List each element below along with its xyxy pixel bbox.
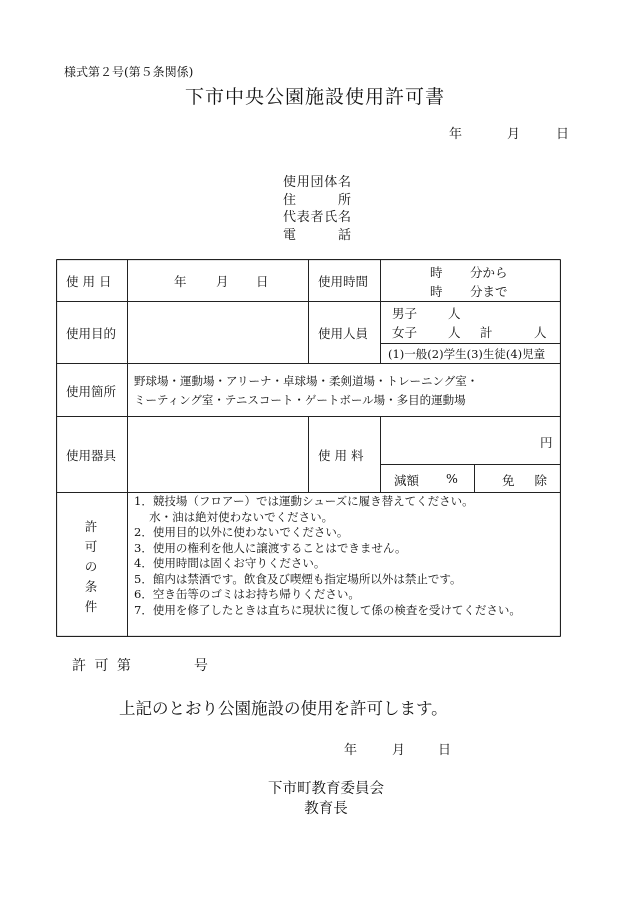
permit-date-month: 月 <box>392 743 406 758</box>
permission-statement: 上記のとおり公園施設の使用を許可します。 <box>119 699 448 718</box>
condition-item: 7．使用を修了したときは直ちに現状に復して係の検査を受けてください。 <box>134 603 521 617</box>
permit-date-year: 年 <box>344 743 358 758</box>
use-date-label: 使 用 日 <box>66 274 112 289</box>
user-categories: (1)一般(2)学生(3)生徒(4)児童 <box>388 347 546 361</box>
time-until: 分まで <box>470 284 508 299</box>
purpose-label: 使用目的 <box>66 326 117 341</box>
conditions-label-char: の <box>84 559 98 574</box>
permit-number-prefix: 許 可 第 <box>72 658 133 674</box>
condition-item: 5．館内は禁酒です。飲食及び喫煙も指定場所以外は禁止です。 <box>134 572 462 586</box>
equipment-label: 使用器具 <box>66 448 117 463</box>
condition-item: 1．競技場（フロアー）では運動シューズに履き替えてください。 <box>134 494 474 508</box>
total-label: 計 <box>480 325 493 340</box>
condition-item: 水・油は絶対使わないでください。 <box>134 510 334 524</box>
percent-unit: % <box>446 471 458 486</box>
permit-number <box>72 655 210 675</box>
female-label: 女子 <box>392 325 418 340</box>
conditions-label-char: 許 <box>84 519 98 534</box>
conditions-label-char: 可 <box>84 539 98 554</box>
use-date-year: 年 <box>174 274 187 289</box>
reduction-label: 減額 <box>394 473 420 488</box>
issue-date-month: 月 <box>507 127 521 142</box>
locations-line-1: 野球場・運動場・アリーナ・卓球場・柔剣道場・トレーニング室・ <box>134 374 479 388</box>
applicant-block <box>283 174 351 244</box>
use-time-label: 使用時間 <box>318 274 369 289</box>
org-name-label: 使用団体名 <box>283 175 351 190</box>
issue-date-year: 年 <box>449 127 463 142</box>
fee-label: 使 用 料 <box>318 448 364 463</box>
locations-line-2: ミーティング室・テニスコート・ゲートボール場・多目的運動場 <box>134 393 466 407</box>
total-unit: 人 <box>534 325 547 340</box>
condition-item: 2．使用目的以外に使わないでください。 <box>134 525 349 539</box>
form-number: 様式第２号(第５条関係) <box>64 65 194 79</box>
use-date-month: 月 <box>216 274 229 289</box>
document-title: 下市中央公園施設使用許可書 <box>184 86 445 108</box>
issue-date-day: 日 <box>556 127 570 142</box>
users-label: 使用人員 <box>318 326 369 341</box>
yen-unit: 円 <box>540 435 553 450</box>
end-hour: 時 <box>430 284 443 299</box>
male-unit: 人 <box>448 306 461 321</box>
phone-label: 電話 <box>283 227 351 243</box>
address-label: 住所 <box>283 192 351 208</box>
conditions-label-char: 条 <box>84 579 98 594</box>
authority-title: 教育長 <box>304 801 348 817</box>
male-label: 男子 <box>392 306 418 321</box>
conditions-label-char: 件 <box>84 599 98 614</box>
start-hour: 時 <box>430 265 443 280</box>
authority-org: 下市町教育委員会 <box>268 781 384 797</box>
permit-number-suffix: 号 <box>193 658 210 674</box>
condition-item: 6．空き缶等のゴミはお持ち帰りください。 <box>134 587 360 601</box>
condition-item: 3．使用の権利を他人に譲渡することはできません。 <box>134 541 407 555</box>
condition-item: 4．使用時間は固くお守りください。 <box>134 556 326 570</box>
representative-label: 代表者氏名 <box>283 210 351 225</box>
exemption-label: 免 除 <box>502 473 555 488</box>
time-from: 分から <box>470 265 508 280</box>
issuing-authority <box>268 779 384 819</box>
female-unit: 人 <box>448 325 461 340</box>
permit-table <box>56 259 561 637</box>
permit-date-day: 日 <box>438 743 452 758</box>
location-label: 使用箇所 <box>66 384 117 399</box>
use-date-day: 日 <box>256 274 269 289</box>
